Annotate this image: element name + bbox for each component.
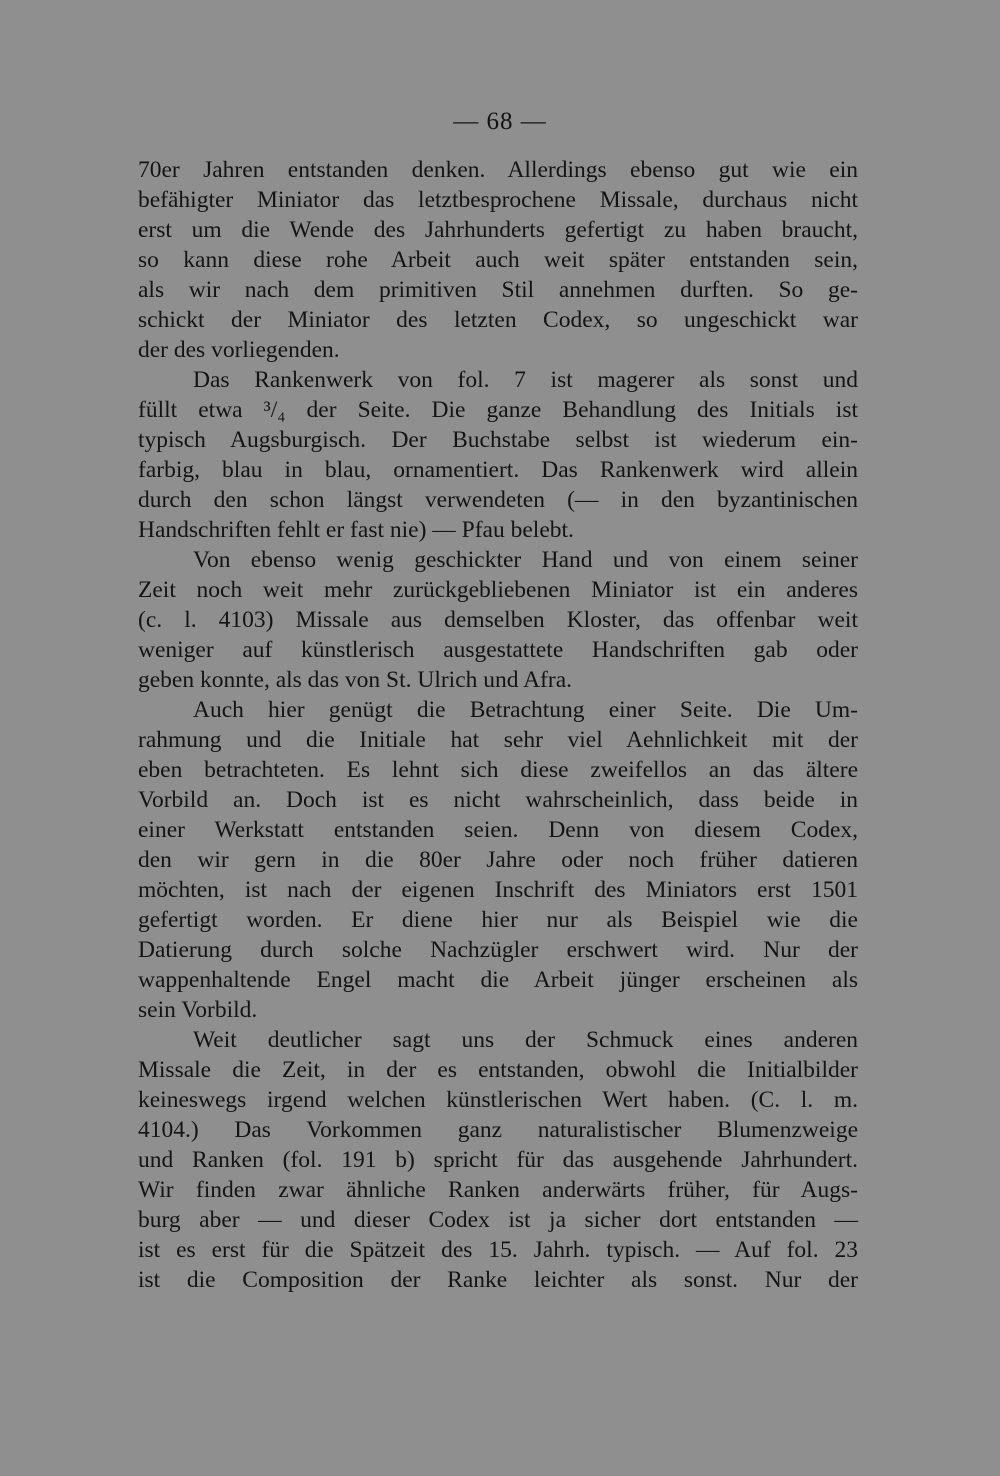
text-line: befähigter Miniator das letztbesprochene Missale, durchaus nicht (138, 187, 858, 213)
text-line: so kann diese rohe Arbeit auch weit später entstanden sein, (138, 247, 858, 273)
text-line: und Ranken (fol. 191 b) spricht für das ausgehende Jahrhundert. (138, 1147, 858, 1173)
text-line: Weit deutlicher sagt uns der Schmuck eines anderen (193, 1027, 858, 1053)
text-line: Zeit noch weit mehr zurückgebliebenen Miniator ist ein anderes (138, 577, 858, 603)
page-number: — 68 — (453, 108, 547, 135)
text-line: Vorbild an. Doch ist es nicht wahrscheinlich, dass beide in (138, 787, 858, 813)
text-line: durch den schon längst verwendeten (— in den byzantinischen (138, 487, 858, 513)
text-line: ist es erst für die Spätzeit des 15. Jahrh. typisch. — Auf fol. 23 (138, 1237, 858, 1263)
text-line: ist die Composition der Ranke leichter als sonst. Nur der (138, 1267, 858, 1293)
text-line: rahmung und die Initiale hat sehr viel Aehnlichkeit mit der (138, 727, 858, 753)
text-line: erst um die Wende des Jahrhunderts gefertigt zu haben braucht, (138, 217, 858, 243)
text-line: den wir gern in die 80er Jahre oder noch früher datieren (138, 847, 858, 873)
text-line: einer Werkstatt entstanden seien. Denn von diesem Codex, (138, 817, 858, 843)
text-line: 4104.) Das Vorkommen ganz naturalistischer Blumenzweige (138, 1117, 858, 1143)
text-line: füllt etwa ³/₄ der Seite. Die ganze Behandlung des Initials ist (138, 397, 858, 423)
text-line: eben betrachteten. Es lehnt sich diese zweifellos an das ältere (138, 757, 858, 783)
text-line: keineswegs irgend welchen künstlerischen Wert haben. (C. l. m. (138, 1087, 858, 1113)
text-line: Datierung durch solche Nachzügler erschwert wird. Nur der (138, 937, 858, 963)
text-line: der des vorliegenden. (138, 337, 340, 363)
text-line: farbig, blau in blau, ornamentiert. Das Rankenwerk wird allein (138, 457, 858, 483)
text-line: Das Rankenwerk von fol. 7 ist magerer als sonst und (193, 367, 858, 393)
text-line: sein Vorbild. (138, 997, 258, 1023)
text-line: burg aber — und dieser Codex ist ja sicher dort entstanden — (138, 1207, 858, 1233)
text-line: geben konnte, als das von St. Ulrich und Afra. (138, 667, 573, 693)
text-line: Missale die Zeit, in der es entstanden, obwohl die Initialbilder (138, 1057, 858, 1083)
text-line: Handschriften fehlt er fast nie) — Pfau belebt. (138, 517, 574, 543)
text-line: weniger auf künstlerisch ausgestattete Handschriften gab oder (138, 637, 858, 663)
text-line: Von ebenso wenig geschickter Hand und von einem seiner (193, 547, 858, 573)
body-text (138, 155, 858, 1295)
text-line: Wir finden zwar ähnliche Ranken anderwärts früher, für Augs- (138, 1177, 858, 1203)
text-line: möchten, ist nach der eigenen Inschrift des Miniators erst 1501 (138, 877, 858, 903)
text-line: Auch hier genügt die Betrachtung einer Seite. Die Um- (193, 697, 858, 723)
text-line: typisch Augsburgisch. Der Buchstabe selbst ist wiederum ein- (138, 427, 858, 453)
text-line: 70er Jahren entstanden denken. Allerdings ebenso gut wie ein (138, 157, 858, 183)
text-line: schickt der Miniator des letzten Codex, so ungeschickt war (138, 307, 858, 333)
text-line: gefertigt worden. Er diene hier nur als Beispiel wie die (138, 907, 858, 933)
text-line: als wir nach dem primitiven Stil annehmen durften. So ge- (138, 277, 858, 303)
text-line: (c. l. 4103) Missale aus demselben Kloster, das offenbar weit (138, 607, 858, 633)
text-line: wappenhaltende Engel macht die Arbeit jünger erscheinen als (138, 967, 858, 993)
